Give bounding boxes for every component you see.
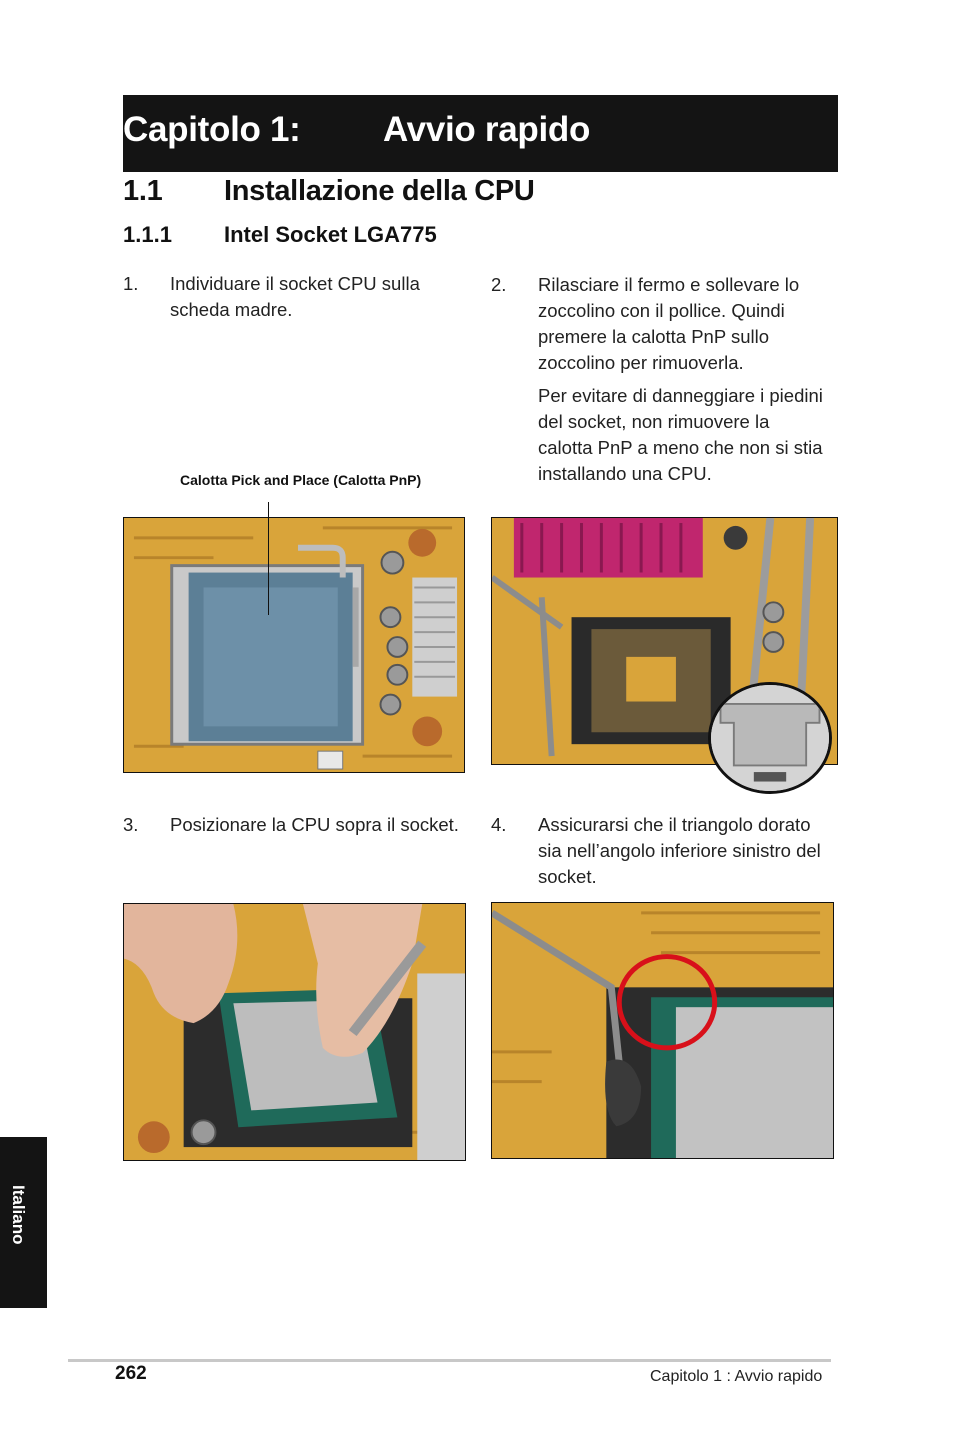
photo-triangle-alignment <box>491 902 834 1159</box>
step-text-line: premere la calotta PnP sullo <box>538 326 770 347</box>
step-text-line: sia nell’angolo inferiore sinistro del <box>538 840 821 861</box>
step-text-line: Individuare il socket CPU sulla <box>170 273 420 294</box>
step-text-line: Rilasciare il fermo e sollevare lo <box>538 274 800 295</box>
pnp-cap-callout: Calotta Pick and Place (Calotta PnP) <box>180 472 422 488</box>
note-line: installando una CPU. <box>538 463 712 484</box>
subsection-number: 1.1.1 <box>123 222 172 247</box>
zoom-inset-detail <box>708 682 832 794</box>
step-1 <box>123 271 473 331</box>
step-number: 1. <box>123 273 139 294</box>
chapter-title <box>123 110 590 150</box>
step-text-line: Posizionare la CPU sopra il socket. <box>170 814 459 835</box>
step-text-line: zoccolino per rimuoverla. <box>538 352 744 373</box>
photo-socket-with-pnp-cap <box>123 517 465 773</box>
page-number: 262 <box>115 1363 147 1384</box>
step-2 <box>491 272 841 382</box>
note-paragraph <box>538 383 848 487</box>
section-number: 1.1 <box>123 175 163 207</box>
step-number: 4. <box>491 814 507 835</box>
step-3 <box>123 812 483 842</box>
section-title <box>123 175 535 208</box>
language-side-label: Italiano <box>9 1185 28 1245</box>
subsection-title <box>123 222 437 248</box>
step-number: 3. <box>123 814 139 835</box>
section-name: Installazione della CPU <box>224 175 535 207</box>
step-number: 2. <box>491 274 507 295</box>
note-line: Per evitare di danneggiare i piedini <box>538 385 823 406</box>
step-4 <box>491 812 851 892</box>
photo-open-socket <box>491 517 838 765</box>
callout-leader-line <box>268 502 269 615</box>
footer-running-title: Capitolo 1 : Avvio rapido <box>650 1368 823 1385</box>
step-text-line: socket. <box>538 866 597 887</box>
footer-rule <box>68 1359 831 1362</box>
chapter-name: Avvio rapido <box>383 110 591 149</box>
step-text-line: zoccolino con il pollice. Quindi <box>538 300 785 321</box>
chapter-number: Capitolo 1: <box>123 110 301 149</box>
subsection-name: Intel Socket LGA775 <box>224 222 437 247</box>
step-text-line: scheda madre. <box>170 299 293 320</box>
photo-placing-cpu <box>123 903 466 1161</box>
note-line: del socket, non rimuovere la <box>538 411 770 432</box>
step-text-line: Assicurarsi che il triangolo dorato <box>538 814 811 835</box>
note-line: calotta PnP a meno che non si stia <box>538 437 823 458</box>
